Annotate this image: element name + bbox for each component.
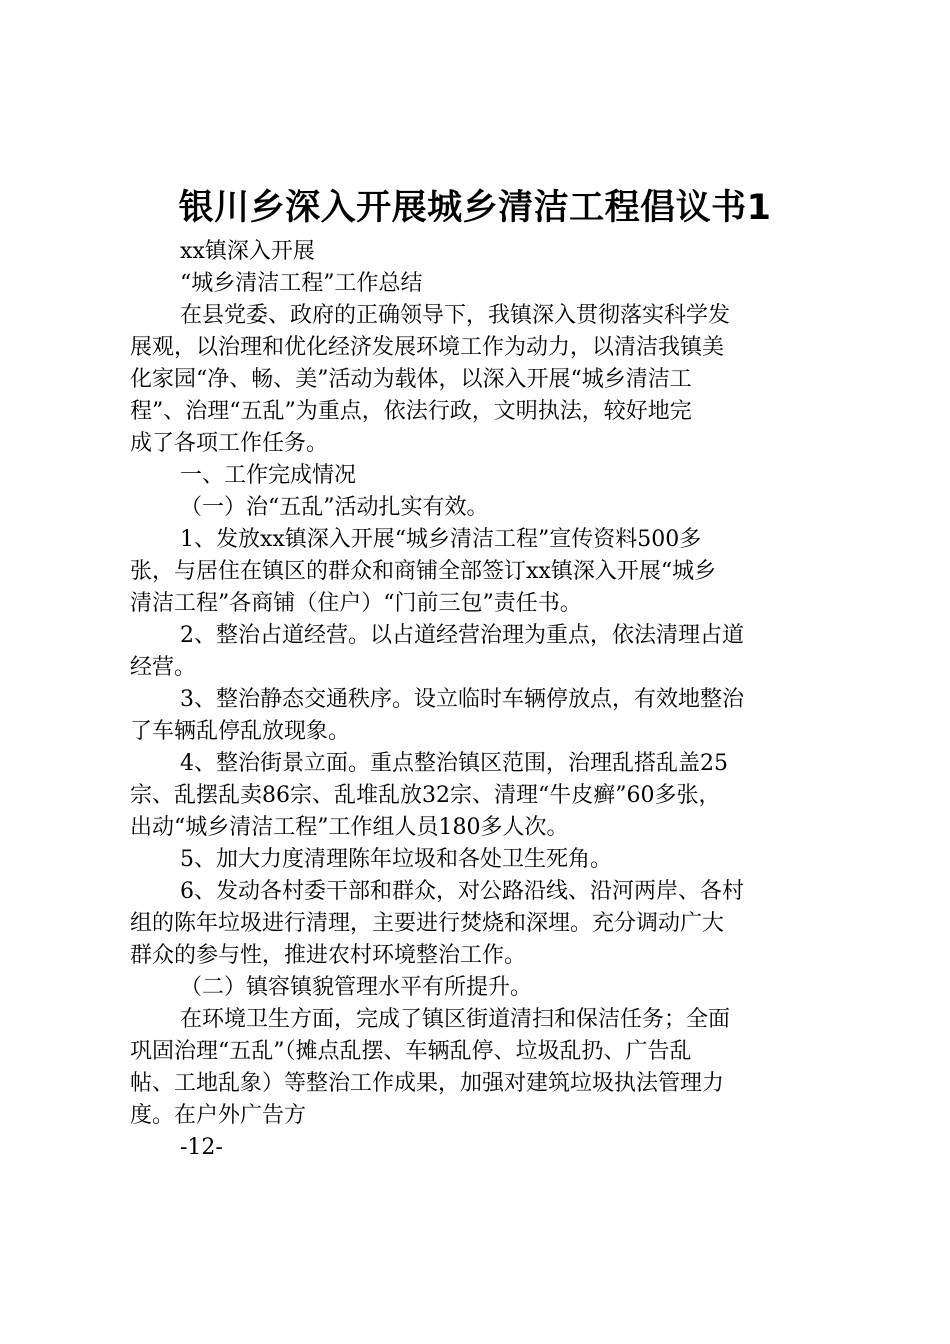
paragraph-line: “城乡清洁工程”工作总结 — [180, 271, 423, 296]
paragraph-line: （一）治“五乱”活动扎实有效。 — [180, 495, 489, 520]
paragraph — [130, 492, 830, 524]
paragraph-line: 清洁工程”各商铺（住户）“门前三包”责任书。 — [130, 591, 582, 616]
paragraph — [130, 844, 830, 876]
paragraph-line: 了车辆乱停乱放现象。 — [130, 719, 351, 744]
document-title: 银川乡深入开展城乡清洁工程倡议书1 — [178, 188, 772, 228]
paragraph — [130, 460, 830, 492]
paragraph-line: 5、加大力度清理陈年垃圾和各处卫生死角。 — [180, 847, 612, 872]
paragraph-line: 成了各项工作任务。 — [130, 431, 329, 456]
paragraph-line: 巩固治理“五乱”（摊点乱摆、车辆乱停、垃圾乱扔、广告乱 — [130, 1039, 692, 1064]
paragraph — [130, 300, 830, 460]
paragraph — [130, 268, 830, 300]
paragraph-line: xx镇深入开展 — [180, 239, 315, 264]
paragraph-line: 展观，以治理和优化经济发展环境工作为动力，以清洁我镇美 — [130, 335, 725, 360]
document-body — [130, 236, 830, 1164]
paragraph-line: 3、整治静态交通秩序。设立临时车辆停放点，有效地整治 — [180, 687, 744, 712]
page-number: -12- — [180, 1135, 223, 1160]
paragraph — [130, 972, 830, 1004]
paragraph — [130, 620, 830, 684]
paragraph-line: （二）镇容镇貌管理水平有所提升。 — [180, 975, 533, 1000]
paragraph — [130, 1004, 830, 1132]
paragraph-line: 2、整治占道经营。以占道经营治理为重点，依法清理占道 — [180, 623, 744, 648]
paragraph-line: 化家园“净、畅、美”活动为载体，以深入开展“城乡清洁工 — [130, 367, 692, 392]
paragraph-line: 1、发放xx镇深入开展“城乡清洁工程”宣传资料500多 — [180, 527, 702, 552]
paragraph-line: 宗、乱摆乱卖86宗、乱堆乱放32宗、清理“牛皮癣”60多张， — [130, 783, 721, 808]
paragraph-line: 程”、治理“五乱”为重点，依法行政，文明执法，较好地完 — [130, 399, 692, 424]
paragraph-line: 张，与居住在镇区的群众和商铺全部签订xx镇深入开展“城乡 — [130, 559, 717, 584]
paragraph-line: 在环境卫生方面，完成了镇区街道清扫和保洁任务；全面 — [180, 1007, 731, 1032]
paragraph-line: 在县党委、政府的正确领导下，我镇深入贯彻落实科学发 — [180, 303, 731, 328]
paragraph — [130, 684, 830, 748]
paragraph — [130, 236, 830, 268]
paragraph-line: 6、发动各村委干部和群众，对公路沿线、沿河两岸、各村 — [180, 879, 744, 904]
paragraph-line: 一、工作完成情况 — [180, 463, 357, 488]
paragraph-line: 群众的参与性，推进农村环境整治工作。 — [130, 943, 527, 968]
paragraph-line: 经营。 — [130, 655, 197, 680]
paragraph — [130, 876, 830, 972]
paragraph-line: 度。在户外广告方 — [130, 1103, 307, 1128]
paragraph — [130, 748, 830, 844]
paragraph-line: 组的陈年垃圾进行清理，主要进行焚烧和深埋。充分调动广大 — [130, 911, 725, 936]
paragraph — [130, 524, 830, 620]
paragraph-line: 帖、工地乱象）等整治工作成果，加强对建筑垃圾执法管理力 — [130, 1071, 725, 1096]
paragraph-line: 4、整治街景立面。重点整治镇区范围，治理乱搭乱盖25 — [180, 751, 728, 776]
paragraph-line: 出动“城乡清洁工程”工作组人员180多人次。 — [130, 815, 569, 840]
